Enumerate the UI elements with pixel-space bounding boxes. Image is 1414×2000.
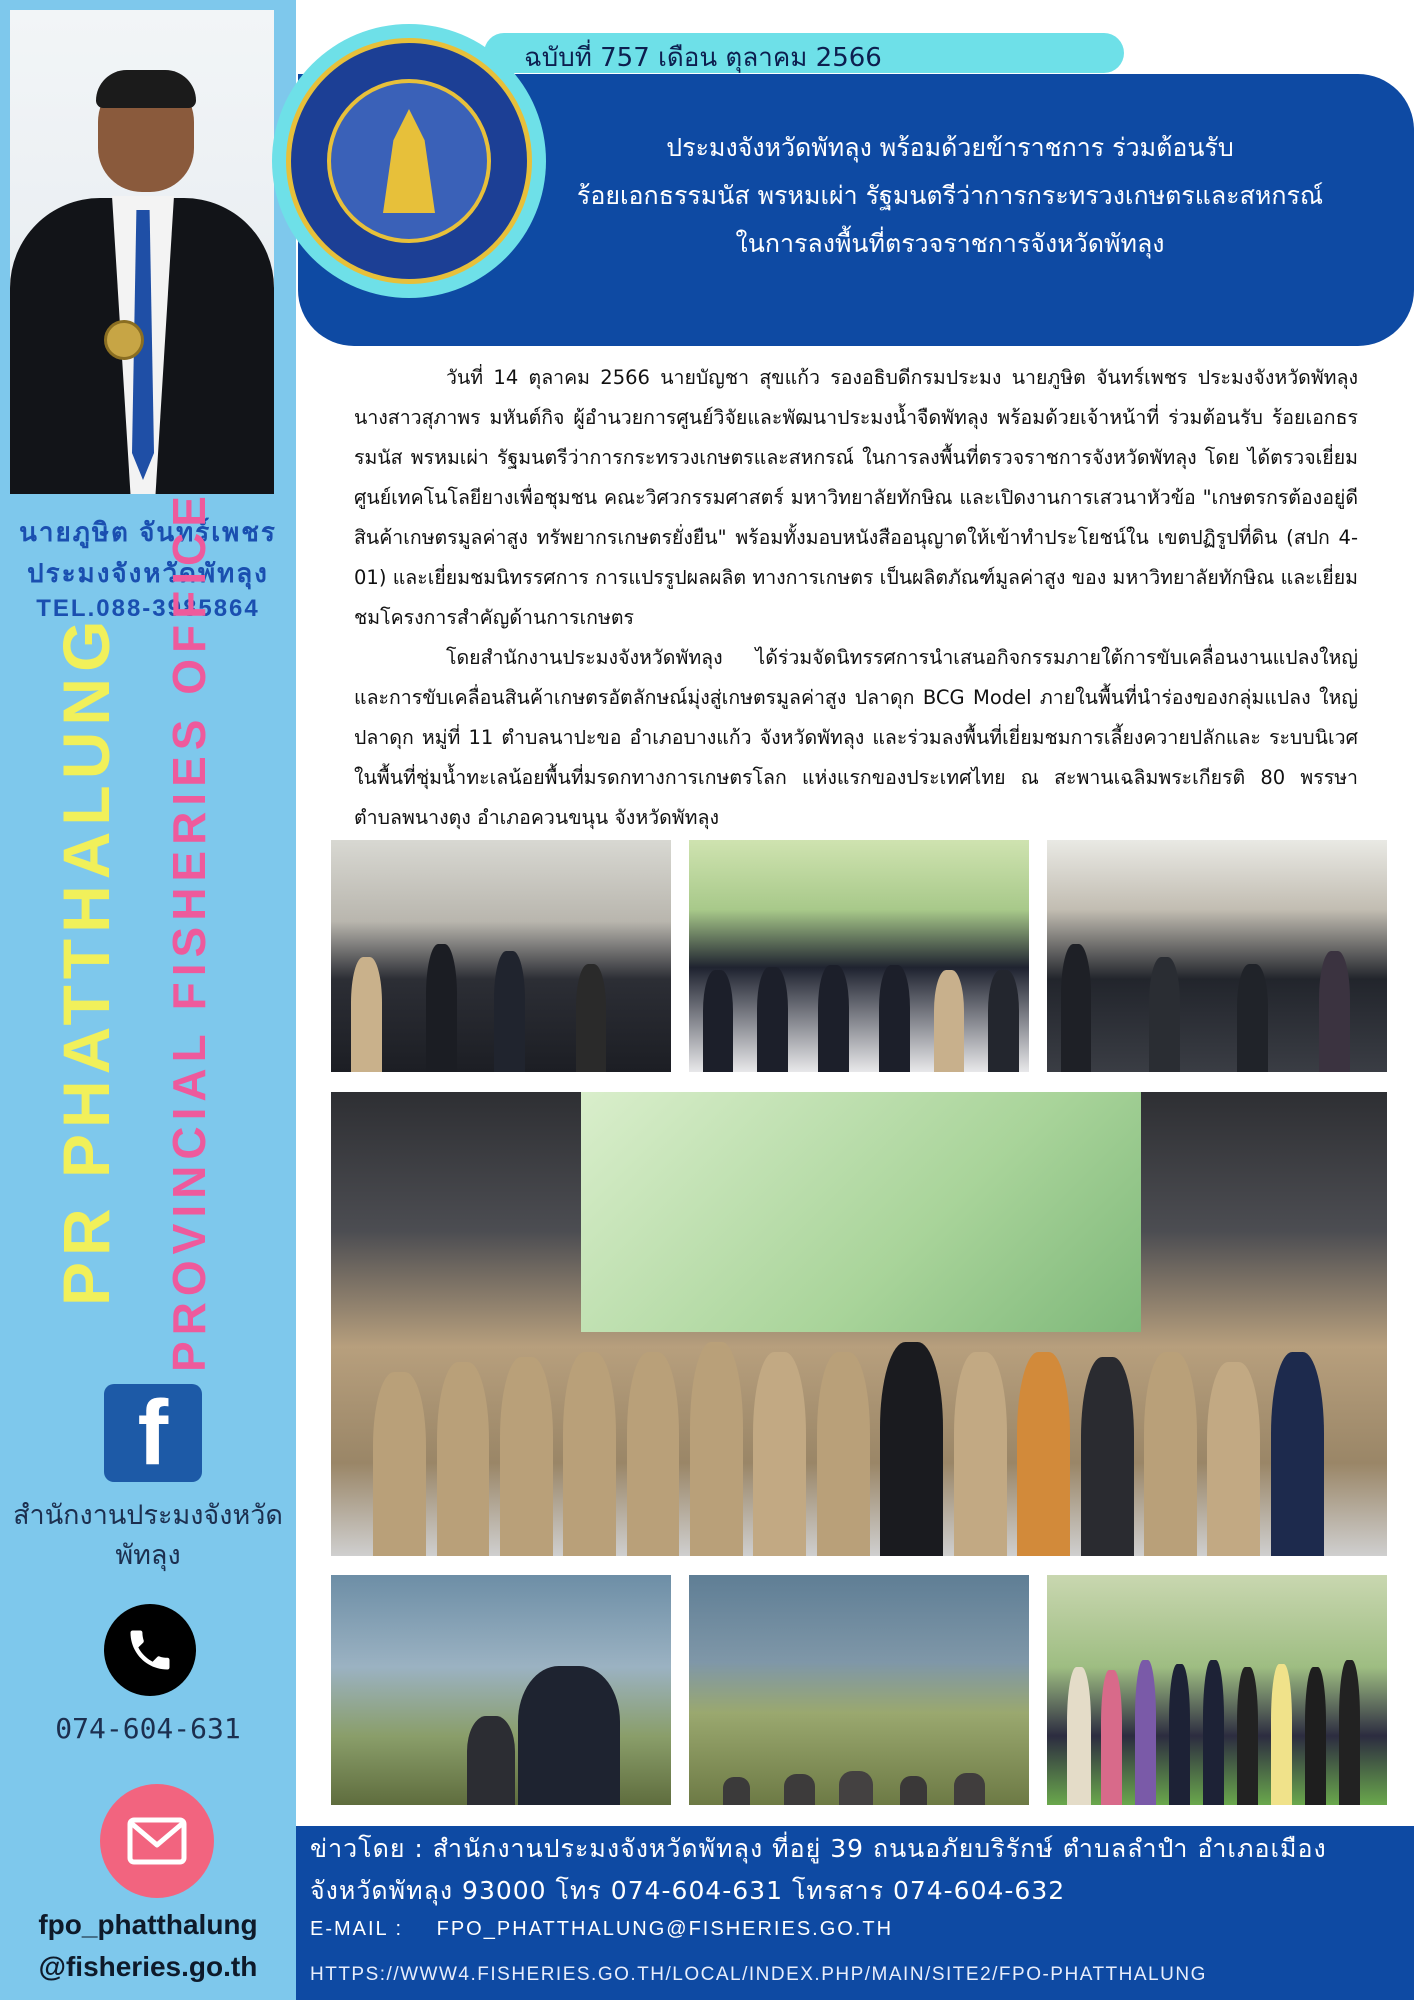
person-name: นายภูษิต จันทร์เพชร: [19, 517, 277, 547]
email-line-1: fpo_phatthalung: [38, 1909, 258, 1940]
footer-email-link[interactable]: FPO_PHATTHALUNG@FISHERIES.GO.TH: [436, 1918, 894, 1940]
official-portrait-photo: [10, 10, 274, 494]
phone-icon[interactable]: [104, 1604, 196, 1696]
presentation-screen: [581, 1092, 1141, 1332]
event-photo-1: [331, 840, 671, 1072]
issue-label: ฉบับที่ 757 เดือน ตุลาคม 2566: [524, 43, 882, 73]
footer-email-label: E-MAIL :: [310, 1918, 404, 1940]
footer-website-link[interactable]: HTTPS://WWW4.FISHERIES.GO.TH/LOCAL/INDEX.PHP/MAIN/SITE2/FPO-PHATTHALUNG: [310, 1964, 1207, 1985]
vertical-title-primary: PR PHATTHALUNG: [49, 614, 123, 1306]
article-paragraph-2: โดยสำนักงานประมงจังหวัดพัทลุง ได้ร่วมจัดนิทรรศการนำเสนอกิจกรรมภายใต้การขับเคลื่อนงานแปลงใหญ่ และการขับเคลื่อนสินค้าเกษตรอัตลักษณ์มุ่งสู่เกษตรมูลค่าสูง ปลาดุก BCG Model ภายในพื้นที่นำร่องของกลุ่มแปลง ใหญ่ปลาดุก หมู่ที่ 11 ตำบลนาปะขอ อำเภอบางแก้ว จังหวัดพัทลุง และร่วมลงพื้นที่เยี่ยมชมการเลี้ยงควายปลักและ ระบบนิเวศในพื้นที่ชุ่มน้ำทะเลน้อยพื้นที่มรดกทางการเกษตรโลก แห่งแรกของประเทศไทย ณ สะพานเฉลิมพระเกียรติ 80 พรรษา ตำบลพนางตุง อำเภอควนขนุน จังหวัดพัทลุง: [354, 646, 1358, 829]
article-body: [354, 358, 1358, 838]
email-line-2: @fisheries.go.th: [38, 1951, 258, 1982]
issue-badge: [484, 33, 1124, 73]
vertical-title-secondary: PROVINCIAL FISHERIES OFFICE: [163, 490, 215, 1372]
event-photo-3: [1047, 840, 1387, 1072]
exhibition-group-photo: [1047, 1575, 1387, 1805]
headline-line-2: ร้อยเอกธรรมนัส พรหมเผ่า รัฐมนตรีว่าการกระทรวงเกษตรและสหกรณ์: [576, 181, 1324, 210]
department-seal-logo: [272, 24, 546, 298]
sidebar: [0, 0, 296, 2000]
email-address[interactable]: [0, 1904, 296, 1988]
facebook-icon[interactable]: f: [104, 1384, 202, 1482]
buffalo-wetland-photo: [689, 1575, 1029, 1805]
site-visit-photo-1: [331, 1575, 671, 1805]
mail-icon[interactable]: [100, 1784, 214, 1898]
group-photo-main: [331, 1092, 1387, 1556]
headline-title: [530, 124, 1370, 268]
footer-email-row: [310, 1918, 893, 1941]
person-title: ประมงจังหวัดพัทลุง: [27, 558, 269, 588]
headline-line-3: ในการลงพื้นที่ตรวจราชการจังหวัดพัทลุง: [735, 229, 1165, 258]
phone-number[interactable]: 074-604-631: [55, 1712, 241, 1745]
facebook-page-label[interactable]: สำนักงานประมงจังหวัดพัทลุง: [13, 1500, 283, 1571]
event-photo-2: [689, 840, 1029, 1072]
footer-news-credit: ข่าวโดย : สำนักงานประมงจังหวัดพัทลุง ที่อยู่ 39 ถนนอภัยบริรักษ์ ตำบลลำปำ อำเภอเมือง จังหวัดพัทลุง 93000 โทร 074-604-631 โทรสาร 074-604-632: [310, 1834, 1327, 1905]
person-tel: TEL.088-3985864: [36, 595, 260, 622]
article-paragraph-1: วันที่ 14 ตุลาคม 2566 นายบัญชา สุขแก้ว รองอธิบดีกรมประมง นายภูษิต จันทร์เพชร ประมงจังหวัดพัทลุง นางสาวสุภาพร มหันต์กิจ ผู้อำนวยการศูนย์วิจัยและพัฒนาประมงน้ำจืดพัทลุง พร้อมด้วยเจ้าหน้าที่ ร่วมต้อนรับ ร้อยเอกธรรมนัส พรหมเผ่า รัฐมนตรีว่าการกระทรวงเกษตรและสหกรณ์ ในการลงพื้นที่ตรวจราชการจังหวัดพัทลุง โดย ได้ตรวจเยี่ยมศูนย์เทคโนโลยียางเพื่อชุมชน คณะวิศวกรรมศาสตร์ มหาวิทยาลัยทักษิณ และเปิดงานการเสวนาหัวข้อ "เกษตรกรต้องอยู่ดี สินค้าเกษตรมูลค่าสูง ทรัพยากรเกษตรยั่งยืน" พร้อมทั้งมอบหนังสืออนุญาตให้เข้าทำประโยชน์ใน เขตปฏิรูปที่ดิน (สปก 4-01) และเยี่ยมชมนิทรรศการ การแปรรูปผลผลิต ทางการเกษตร เป็นผลิตภัณฑ์มูลค่าสูง ของ มหาวิทยาลัยทักษิณ และเยี่ยมชมโครงการสำคัญด้านการเกษตร: [354, 366, 1358, 629]
footer-contact-bar: [296, 1826, 1414, 2000]
headline-line-1: ประมงจังหวัดพัทลุง พร้อมด้วยข้าราชการ ร่วมต้อนรับ: [666, 133, 1234, 162]
